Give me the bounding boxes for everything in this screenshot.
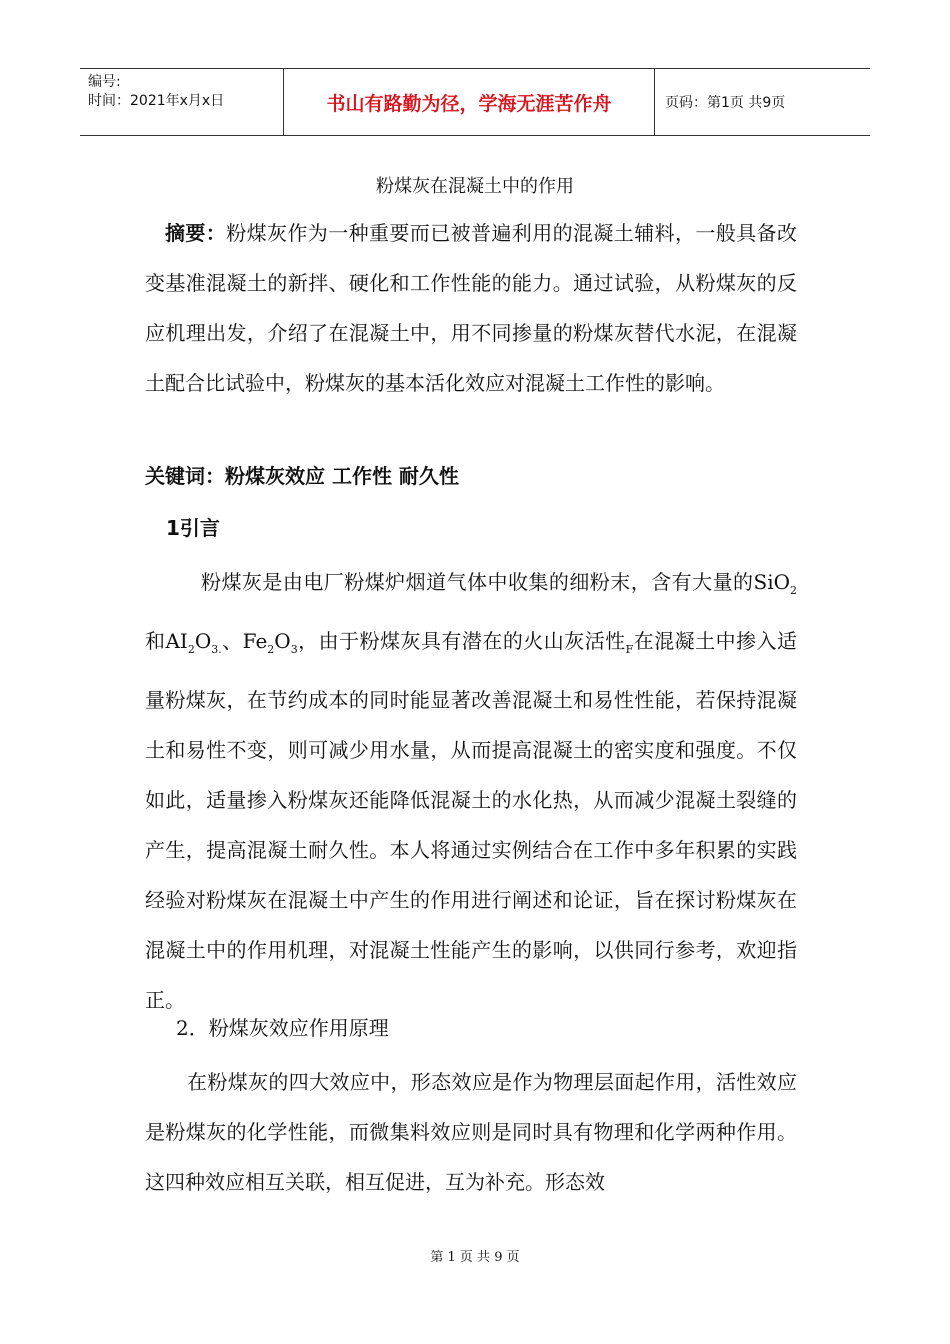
document-number-label: 编号: <box>88 74 121 90</box>
section1-text-mid: ，由于粉煤灰具有潜在的火山灰活性 <box>297 629 626 653</box>
section1-paragraph <box>145 557 797 1025</box>
formula-separator: 、 <box>221 629 243 653</box>
keywords-line: 关键词：粉煤灰效应 工作性 耐久性 <box>145 464 459 488</box>
abstract-paragraph <box>145 208 797 408</box>
footnote-marker: F <box>625 643 634 656</box>
header-page-info: 页码：第1页 共9页 <box>665 95 786 111</box>
page-header <box>80 68 870 136</box>
section2-heading: 2．粉煤灰效应作用原理 <box>176 1016 389 1040</box>
abstract-text: 粉煤灰作为一种重要而已被普遍利用的混凝土辅料，一般具备改变基准混凝土的新拌、硬化和工作性能的能力。通过试验，从粉煤灰的反应机理出发，介绍了在混凝土中，用不同掺量的粉煤灰替代水泥，在混凝土配合比试验中，粉煤灰的基本活化效应对混凝土工作性的影响。 <box>145 221 798 395</box>
section1-text-rest: 在混凝土中掺入适量粉煤灰，在节约成本的同时能显著改善混凝土和易性性能，若保持混凝土和易性不变，则可减少用水量，从而提高混凝土的密实度和强度。不仅如此，适量掺入粉煤灰还能降低混凝土的水化热，从而减少混凝土裂缝的产生，提高混凝土耐久性。本人将通过实例结合在工作中多年积累的实践经验对粉煤灰在混凝土中产生的作用进行阐述和论证，旨在探讨粉煤灰在混凝土中的作用机理，对混凝土性能产生的影响，以供同行参考，欢迎指正。 <box>145 629 798 1012</box>
formula-sio2: SiO$_2$ <box>753 570 797 597</box>
document-date: 时间：2021年x月x日 <box>88 93 225 109</box>
header-meta <box>80 69 283 135</box>
formula-fe2o3: $Fe_2O_3$ <box>242 629 298 656</box>
page-footer: 第 1 页 共 9 页 <box>430 1250 520 1265</box>
formula-and: 和 <box>145 629 166 653</box>
document-title: 粉煤灰在混凝土中的作用 <box>376 176 574 197</box>
header-motto: 书山有路勤为径，学海无涯苦作舟 <box>283 69 655 135</box>
formula-al2o3: $AI_2O_{3.}$ <box>165 629 222 656</box>
abstract-label: 摘要： <box>165 221 227 245</box>
section1-text-start: 粉煤灰是由电厂粉煤炉烟道气体中收集的细粉末，含有大量的 <box>201 570 754 594</box>
section1-heading: 1引言 <box>166 516 220 540</box>
section2-paragraph: 在粉煤灰的四大效应中，形态效应是作为物理层面起作用，活性效应是粉煤灰的化学性能，而微集料效应则是同时具有物理和化学两种作用。这四种效应相互关联，相互促进，互为补充。形态效 <box>145 1070 797 1194</box>
